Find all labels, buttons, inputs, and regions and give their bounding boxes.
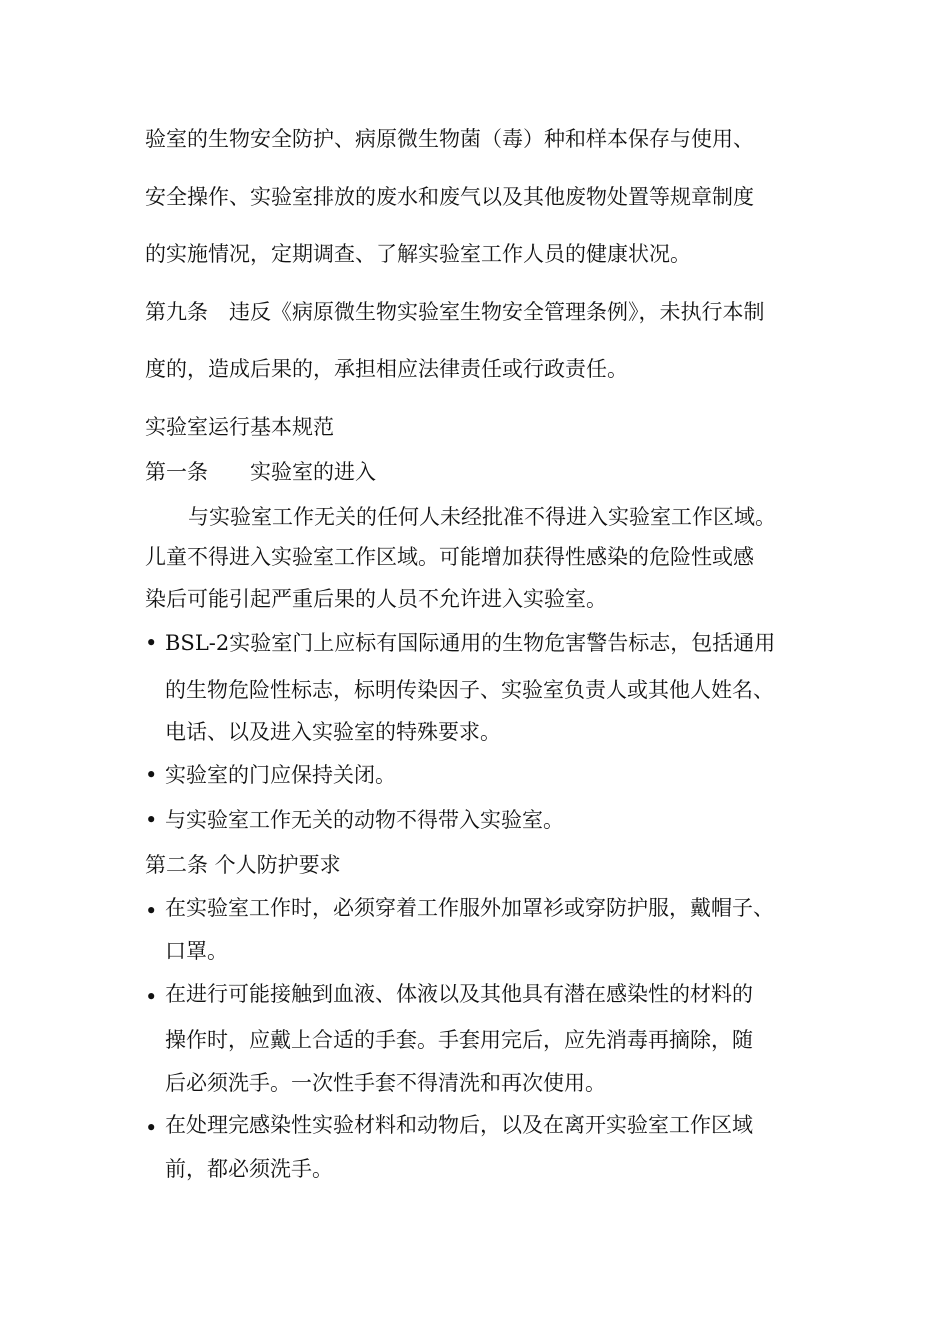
text-line: 儿童不得进入实验室工作区域。可能增加获得性感染的危险性或感 bbox=[145, 545, 754, 569]
bullet-icon: • bbox=[145, 808, 158, 832]
list-item: 实验室的门应保持关闭。 bbox=[165, 763, 396, 787]
list-item: BSL-2实验室门上应标有国际通用的生物危害警告标志，包括通用 bbox=[165, 631, 776, 655]
section-heading: 实验室运行基本规范 bbox=[145, 415, 334, 439]
list-item: 在进行可能接触到血液、体液以及其他具有潜在感染性的材料的 bbox=[165, 982, 753, 1006]
list-item-continuation: 的生物危险性标志，标明传染因子、实验室负责人或其他人姓名、 bbox=[165, 678, 774, 702]
bullet-icon: • bbox=[145, 631, 158, 655]
article-2-heading: 第二条 个人防护要求 bbox=[145, 853, 341, 877]
text-line: 与实验室工作无关的任何人未经批准不得进入实验室工作区域。 bbox=[188, 505, 776, 529]
list-item-continuation: 电话、以及进入实验室的特殊要求。 bbox=[165, 720, 501, 744]
text-line: 度的，造成后果的，承担相应法律责任或行政责任。 bbox=[145, 357, 628, 381]
list-item-continuation: 后必须洗手。一次性手套不得清洗和再次使用。 bbox=[165, 1071, 606, 1095]
bullet-icon: • bbox=[145, 763, 158, 787]
text-line: 验室的生物安全防护、病原微生物菌（毒）种和样本保存与使用、 bbox=[145, 127, 754, 151]
bullet-icon: • bbox=[145, 899, 158, 923]
article-9-text: 第九条 违反《病原微生物实验室生物安全管理条例》，未执行本制 bbox=[145, 300, 765, 324]
text-line: 安全操作、实验室排放的废水和废气以及其他废物处置等规章制度 bbox=[145, 185, 754, 209]
article-1-heading: 第一条 实验室的进入 bbox=[145, 460, 376, 484]
list-item-continuation: 口罩。 bbox=[165, 939, 228, 963]
list-item-continuation: 前，都必须洗手。 bbox=[165, 1157, 333, 1181]
text-line: 染后可能引起严重后果的人员不允许进入实验室。 bbox=[145, 587, 607, 611]
list-item: 在实验室工作时，必须穿着工作服外加罩衫或穿防护服，戴帽子、 bbox=[165, 896, 774, 920]
bullet-icon: • bbox=[145, 1116, 158, 1140]
bullet-icon: • bbox=[145, 985, 158, 1009]
text-line: 的实施情况，定期调查、了解实验室工作人员的健康状况。 bbox=[145, 242, 691, 266]
list-item: 与实验室工作无关的动物不得带入实验室。 bbox=[165, 808, 564, 832]
list-item: 在处理完感染性实验材料和动物后，以及在离开实验室工作区域 bbox=[165, 1113, 753, 1137]
list-item-continuation: 操作时，应戴上合适的手套。手套用完后，应先消毒再摘除，随 bbox=[165, 1028, 753, 1052]
